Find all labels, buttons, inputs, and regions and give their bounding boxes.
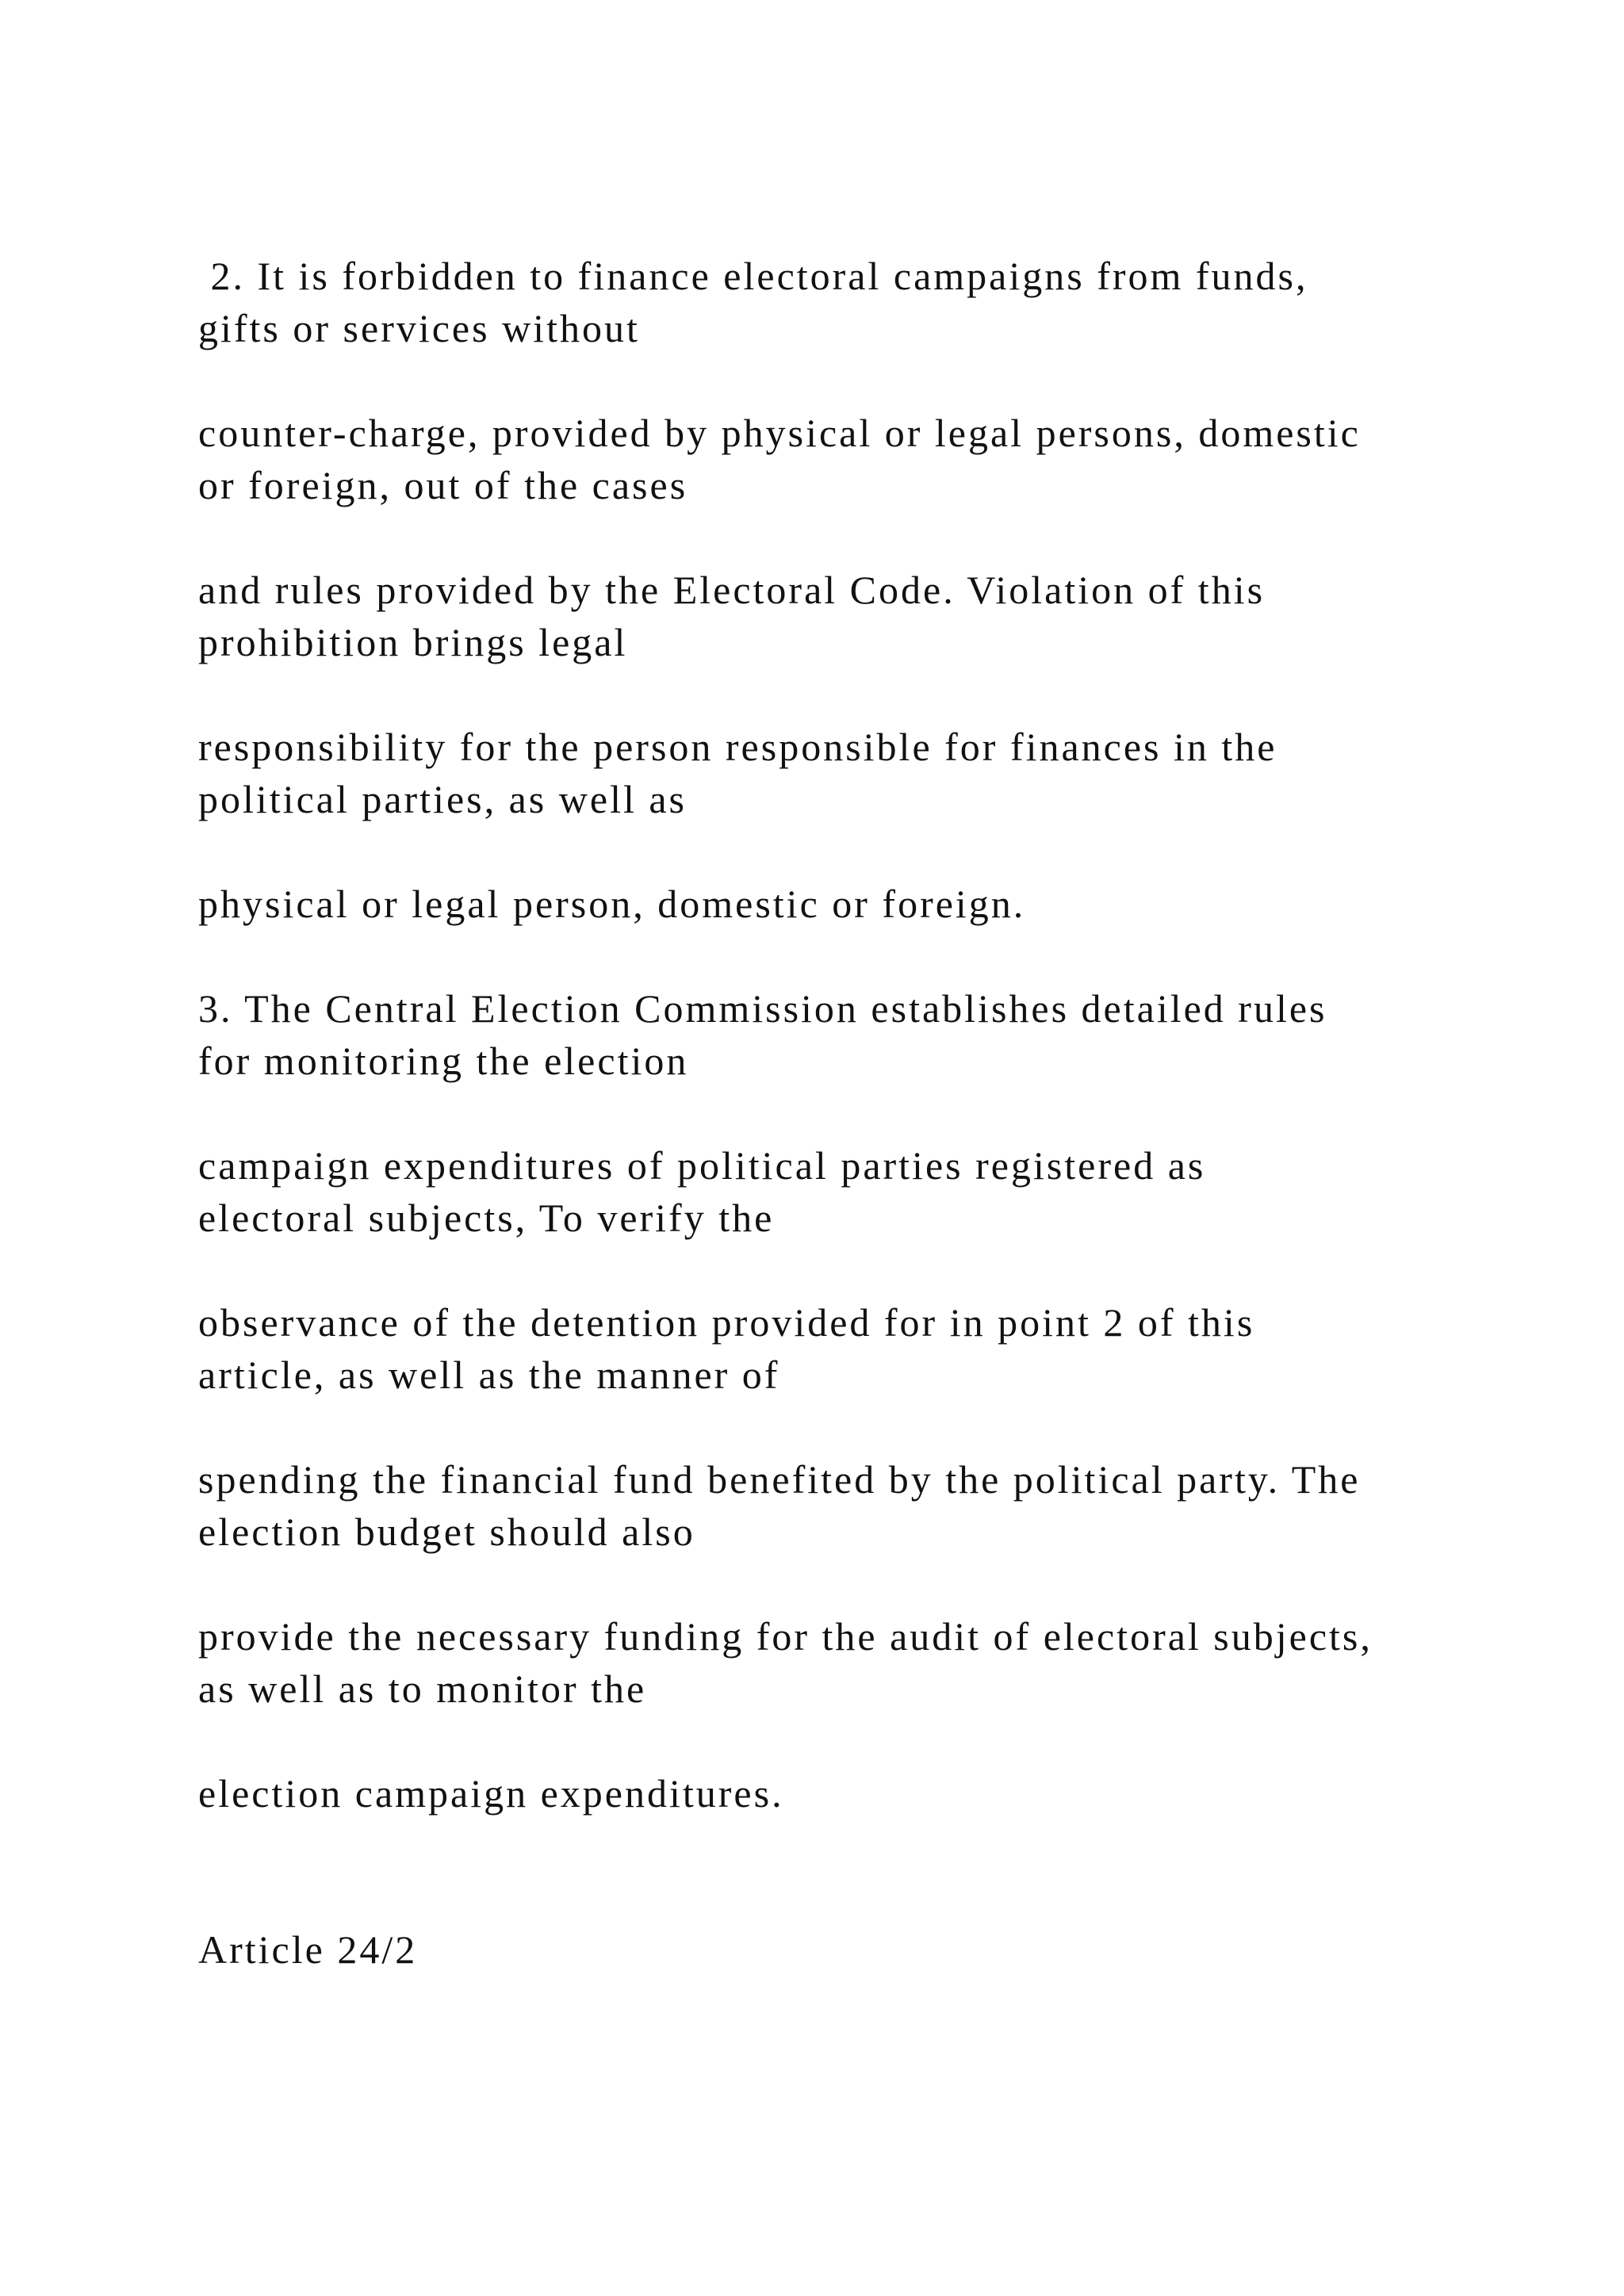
text-line: as well as to monitor the bbox=[198, 1667, 647, 1711]
text-line: electoral subjects, To verify the bbox=[198, 1196, 775, 1240]
text-line: spending the financial fund benefited by the political party. The bbox=[198, 1457, 1361, 1502]
text-line: counter-charge, provided by physical or legal persons, domestic bbox=[198, 411, 1361, 455]
text-line: prohibition brings legal bbox=[198, 620, 628, 664]
text-line: physical or legal person, domestic or foreign. bbox=[198, 882, 1026, 926]
article-heading: Article 24/2 bbox=[198, 1927, 418, 1972]
text-line: campaign expenditures of political parties registered as bbox=[198, 1143, 1206, 1188]
text-line: and rules provided by the Electoral Code. Violation of this bbox=[198, 568, 1266, 612]
text-line: 3. The Central Election Commission establishes detailed rules bbox=[198, 986, 1327, 1031]
text-line: or foreign, out of the cases bbox=[198, 463, 688, 507]
text-line: responsibility for the person responsible for finances in the bbox=[198, 725, 1277, 769]
text-line: election budget should also bbox=[198, 1510, 695, 1554]
text-line: article, as well as the manner of bbox=[198, 1353, 780, 1397]
text-line: observance of the detention provided for in point 2 of this bbox=[198, 1300, 1255, 1345]
text-line: 2. It is forbidden to finance electoral campaigns from funds, bbox=[198, 254, 1308, 298]
text-line: gifts or services without bbox=[198, 306, 640, 350]
text-line: for monitoring the election bbox=[198, 1039, 689, 1083]
text-line: political parties, as well as bbox=[198, 777, 688, 821]
text-line: election campaign expenditures. bbox=[198, 1771, 784, 1816]
text-line: provide the necessary funding for the audit of electoral subjects, bbox=[198, 1614, 1373, 1659]
